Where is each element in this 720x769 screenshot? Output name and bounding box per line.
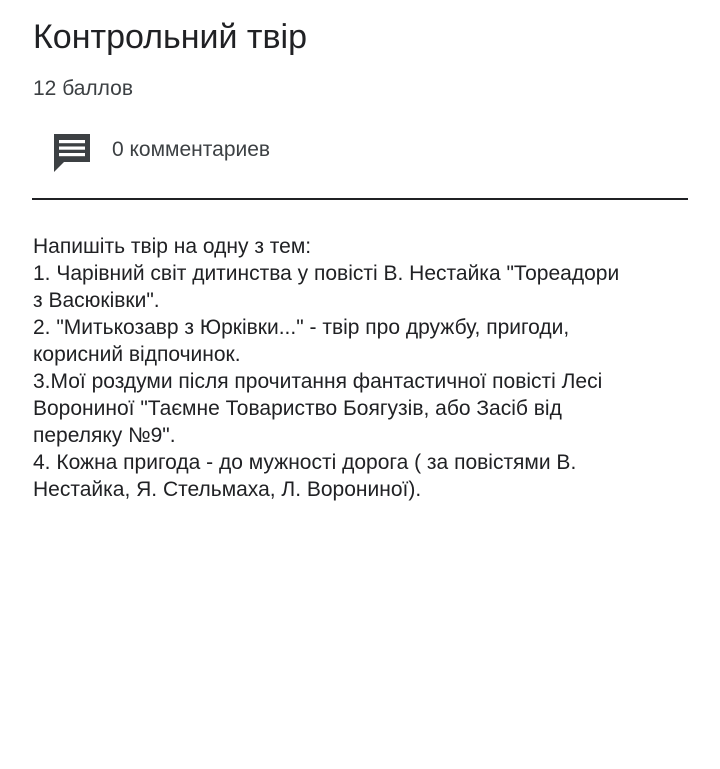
instruction-line: з Васюківки". (33, 289, 160, 312)
comments-count: 0 комментариев (112, 138, 271, 161)
instruction-line: переляку №9". (33, 424, 176, 447)
instruction-line: Нестайка, Я. Стельмаха, Л. Ворониної). (33, 478, 422, 501)
instruction-line: 4. Кожна пригода - до мужності дорога ( за повістями В. (33, 451, 577, 474)
instruction-line: 3.Мої роздуми після прочитання фантастичної повісті Лесі (33, 370, 603, 393)
divider (32, 198, 688, 200)
comment-icon (50, 128, 94, 172)
assignment-points: 12 баллов (33, 77, 133, 100)
assignment-title: Контрольний твір (33, 18, 307, 56)
instruction-line: Ворониної "Таємне Товариство Боягузів, або Засіб від (33, 397, 562, 420)
class-comments-button[interactable] (50, 126, 270, 174)
instruction-line: 2. "Митькозавр з Юрківки..." - твір про дружбу, пригоди, (33, 316, 570, 339)
assignment-instructions (33, 233, 693, 503)
instruction-line: 1. Чарівний світ дитинства у повісті В. Нестайка "Тореадори (33, 262, 620, 285)
instruction-line: Напишіть твір на одну з тем: (33, 235, 312, 258)
instruction-line: корисний відпочинок. (33, 343, 241, 366)
